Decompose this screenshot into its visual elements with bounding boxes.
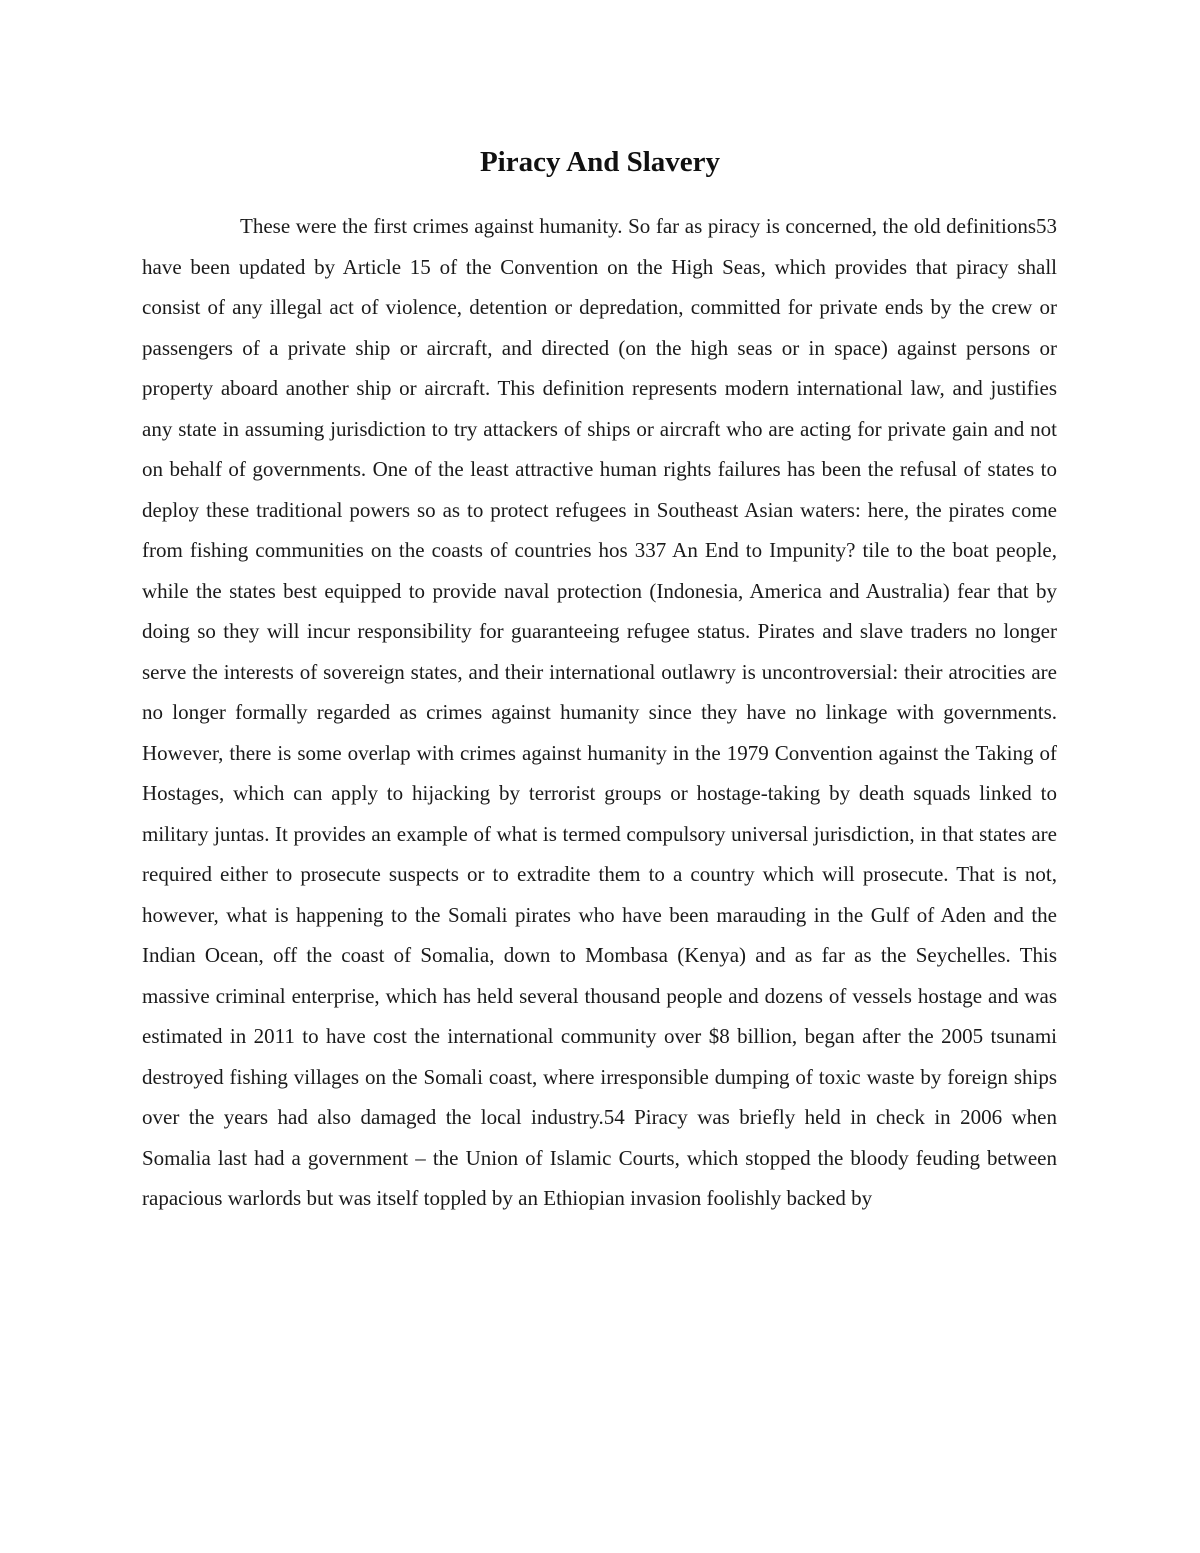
- body-paragraph: These were the first crimes against humanity. So far as piracy is concerned, the old definitions53 have been updated by Article 15 of the Convention on the High Seas, which provides that piracy shall consist of any illegal act of violence, detention or depredation, committed for private ends by the crew or passengers of a private ship or aircraft, and directed (on the high seas or in space) against persons or property aboard another ship or aircraft. This definition represents modern international law, and justifies any state in assuming jurisdiction to try attackers of ships or aircraft who are acting for private gain and not on behalf of governments. One of the least attractive human rights failures has been the refusal of states to deploy these traditional powers so as to protect refugees in Southeast Asian waters: here, the pirates come from fishing communities on the coasts of countries hos 337 An End to Impunity? tile to the boat people, while the states best equipped to provide naval protection (Indonesia, America and Australia) fear that by doing so they will incur responsibility for guaranteeing refugee status. Pirates and slave traders no longer serve the interests of sovereign states, and their international outlawry is uncontroversial: their atrocities are no longer formally regarded as crimes against humanity since they have no linkage with governments. However, there is some overlap with crimes against humanity in the 1979 Convention against the Taking of Hostages, which can apply to hijacking by terrorist groups or hostage-taking by death squads linked to military juntas. It provides an example of what is termed compulsory universal jurisdiction, in that states are required either to prosecute suspects or to extradite them to a country which will prosecute. That is not, however, what is happening to the Somali pirates who have been marauding in the Gulf of Aden and the Indian Ocean, off the coast of Somalia, down to Mombasa (Kenya) and as far as the Seychelles. This massive criminal enterprise, which has held several thousand people and dozens of vessels hostage and was estimated in 2011 to have cost the international community over $8 billion, began after the 2005 tsunami destroyed fishing villages on the Somali coast, where irresponsible dumping of toxic waste by foreign ships over the years had also damaged the local industry.54 Piracy was briefly held in check in 2006 when Somalia last had a government – the Union of Islamic Courts, which stopped the bloody feuding between rapacious warlords but was itself toppled by an Ethiopian invasion foolishly backed by: [142, 214, 1057, 1210]
- document-title: Piracy And Slavery: [479, 146, 721, 178]
